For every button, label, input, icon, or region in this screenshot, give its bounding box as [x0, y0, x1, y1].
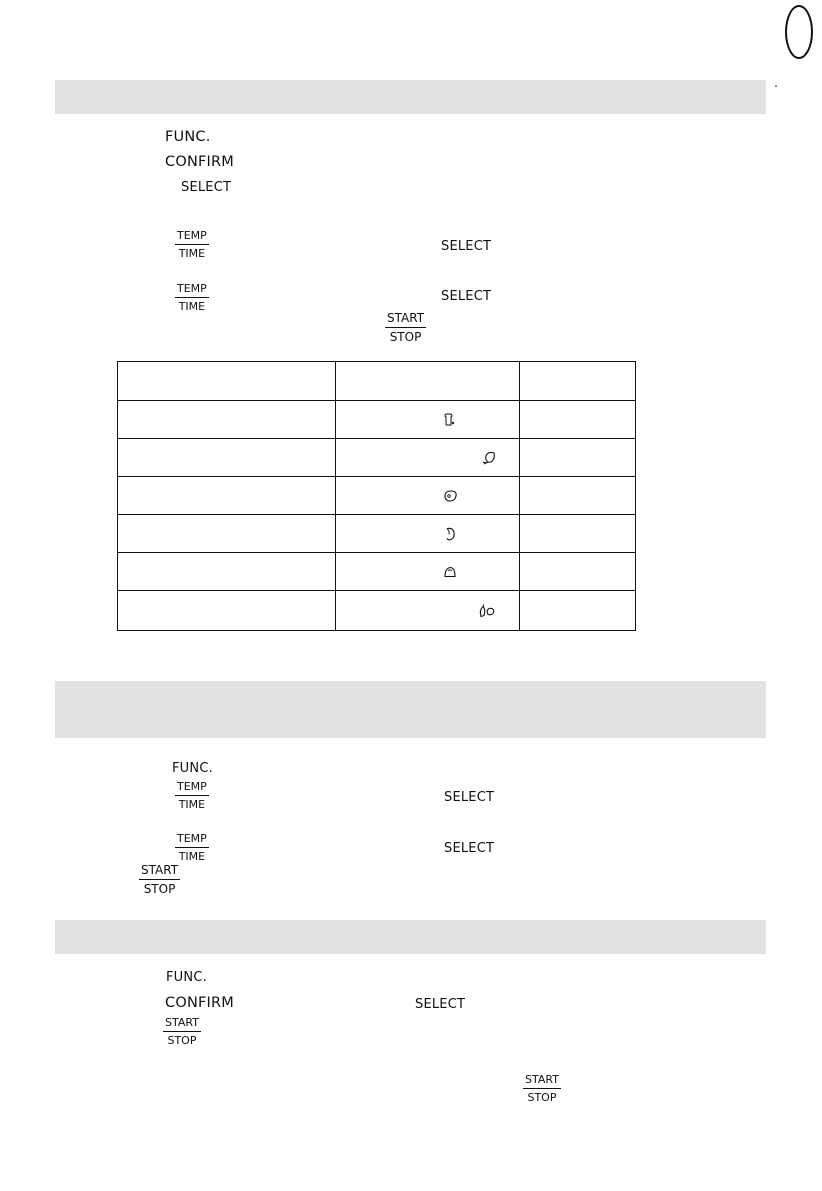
select-label: SELECT — [444, 790, 495, 805]
table-cell — [520, 477, 636, 515]
table-cell — [336, 362, 520, 401]
confirm-label: CONFIRM — [165, 995, 234, 1011]
table-row — [118, 515, 636, 553]
table-cell — [520, 591, 636, 631]
cake-slice-icon — [443, 565, 457, 578]
table-cell — [118, 362, 336, 401]
table-cell — [336, 439, 520, 477]
time-label: TIME — [178, 300, 206, 313]
temp-label: TEMP — [175, 230, 209, 245]
temp-time-fraction — [175, 833, 209, 862]
meat-steak-icon — [443, 490, 458, 502]
table-cell — [336, 477, 520, 515]
stop-label: STOP — [167, 1034, 197, 1047]
table-cell — [118, 401, 336, 439]
section-header-band-2 — [55, 681, 766, 738]
table-row — [118, 553, 636, 591]
func-label: FUNC. — [165, 129, 211, 145]
table-row — [118, 401, 636, 439]
shrimp-icon — [444, 526, 456, 541]
table-row — [118, 362, 636, 401]
temp-label: TEMP — [175, 781, 209, 796]
table-row — [118, 591, 636, 631]
table-cell — [520, 362, 636, 401]
select-label: SELECT — [415, 997, 466, 1012]
chicken-leg-icon — [482, 451, 496, 465]
table-cell — [336, 591, 520, 631]
table-cell — [118, 553, 336, 591]
table-cell — [118, 477, 336, 515]
stop-label: STOP — [143, 882, 176, 896]
table-cell — [118, 439, 336, 477]
table-cell — [336, 401, 520, 439]
programs-table — [117, 361, 636, 631]
table-cell — [520, 439, 636, 477]
start-stop-fraction — [523, 1074, 561, 1103]
start-label: START — [523, 1074, 561, 1089]
table-row — [118, 439, 636, 477]
start-stop-fraction — [139, 864, 180, 895]
time-label: TIME — [178, 850, 206, 863]
temp-label: TEMP — [175, 833, 209, 848]
temp-time-fraction — [175, 230, 209, 259]
temp-time-fraction — [175, 781, 209, 810]
temp-label: TEMP — [175, 283, 209, 298]
section-header-band-1 — [55, 80, 766, 114]
table-cell — [336, 515, 520, 553]
section-header-band-3 — [55, 920, 766, 954]
start-stop-fraction — [163, 1017, 201, 1046]
select-label: SELECT — [181, 180, 232, 195]
binding-hole — [785, 5, 813, 59]
func-label: FUNC. — [172, 761, 213, 776]
stop-label: STOP — [389, 330, 422, 344]
start-stop-fraction — [385, 312, 426, 343]
confirm-label: CONFIRM — [165, 154, 234, 170]
select-label: SELECT — [441, 239, 492, 254]
vegetables-icon — [478, 603, 496, 618]
table-cell — [118, 515, 336, 553]
time-label: TIME — [178, 247, 206, 260]
table-cell — [520, 515, 636, 553]
select-label: SELECT — [441, 289, 492, 304]
table-cell — [520, 553, 636, 591]
stray-mark — [775, 85, 777, 87]
table-row — [118, 477, 636, 515]
func-label: FUNC. — [166, 970, 207, 985]
table-cell — [336, 553, 520, 591]
start-label: START — [385, 312, 426, 328]
select-label: SELECT — [444, 841, 495, 856]
table-cell — [520, 401, 636, 439]
stop-label: STOP — [527, 1091, 557, 1104]
time-label: TIME — [178, 798, 206, 811]
bread-toast-icon — [443, 413, 455, 427]
temp-time-fraction — [175, 283, 209, 312]
start-label: START — [139, 864, 180, 880]
table-cell — [118, 591, 336, 631]
start-label: START — [163, 1017, 201, 1032]
